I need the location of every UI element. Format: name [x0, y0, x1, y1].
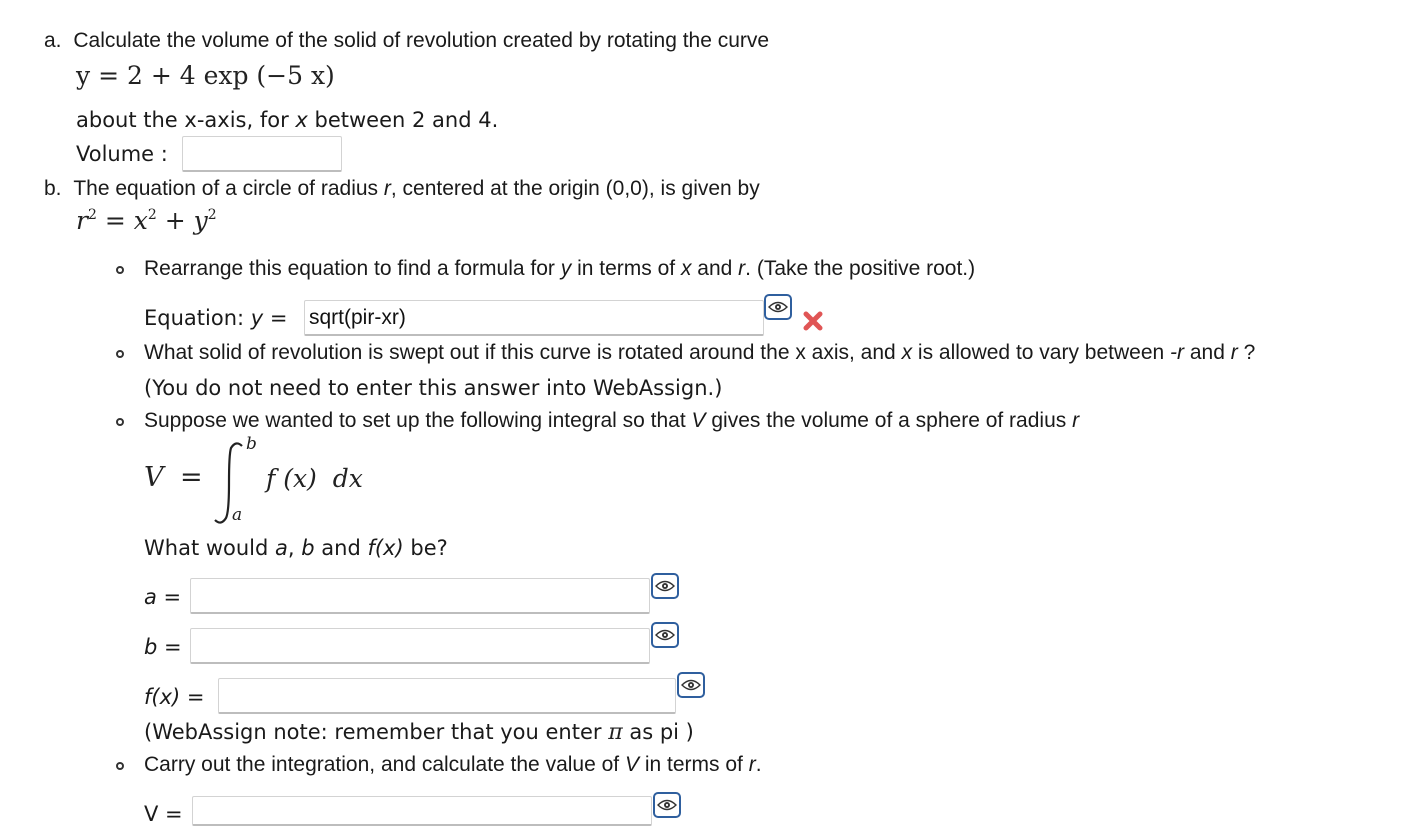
part-a-about: about the x-axis, for x between 2 and 4.	[76, 108, 499, 132]
a-input[interactable]	[190, 578, 650, 614]
bullet2-note: (You do not need to enter this answer into WebAssign.)	[144, 376, 723, 400]
part-b-intro: b. The equation of a circle of radius r, centered at the origin (0,0), is given by	[44, 177, 760, 200]
pi-note: (WebAssign note: remember that you enter π as pi )	[144, 720, 694, 745]
integral-equals: =	[180, 462, 203, 493]
eye-preview-icon	[681, 678, 701, 692]
preview-button[interactable]	[651, 573, 679, 599]
a-label: a =	[144, 585, 182, 609]
f-input[interactable]	[218, 678, 676, 714]
volume-label: Volume :	[76, 142, 168, 166]
part-a-prompt: a. Calculate the volume of the solid of revolution created by rotating the curve	[44, 29, 770, 52]
b-input[interactable]	[190, 628, 650, 664]
equation-input[interactable]: sqrt(pir-xr)	[304, 300, 764, 336]
preview-button[interactable]	[651, 622, 679, 648]
b-label: b =	[144, 635, 182, 659]
part-a-equation: y = 2 + 4 exp (−5 x)	[76, 61, 335, 90]
eye-preview-icon	[768, 300, 788, 314]
red-x-icon	[802, 310, 824, 332]
circle-equation: $r^2 = x^2 + y^2$	[76, 206, 217, 235]
preview-button[interactable]	[764, 294, 792, 320]
v-label: V =	[144, 802, 183, 826]
preview-button[interactable]	[677, 672, 705, 698]
integral-lhs: V	[144, 462, 164, 493]
equation-label: Equation: y =	[144, 306, 288, 330]
integral-question: What would a, b and f(x) be?	[144, 536, 448, 560]
preview-button[interactable]	[653, 792, 681, 818]
bullet-marker	[116, 266, 124, 274]
bullet-marker	[116, 350, 124, 358]
bullet3-text: Suppose we wanted to set up the following integral so that V gives the volume of a sphere of radius r	[144, 409, 1080, 432]
f-label: f(x) =	[144, 685, 205, 709]
v-input[interactable]	[192, 796, 652, 826]
eye-preview-icon	[655, 579, 675, 593]
eye-preview-icon	[657, 798, 677, 812]
volume-input[interactable]	[182, 136, 342, 172]
bullet-marker	[116, 418, 124, 426]
integrand: f (x) dx	[266, 464, 363, 493]
integral-upper: b	[246, 434, 257, 454]
eye-preview-icon	[655, 628, 675, 642]
bullet-marker	[116, 762, 124, 770]
bullet1-text: Rearrange this equation to find a formula for y in terms of x and r. (Take the positive root.)	[144, 257, 976, 280]
bullet2-text: What solid of revolution is swept out if this curve is rotated around the x axis, and x is allowed to vary between -r and r ?	[144, 341, 1256, 364]
integral-lower: a	[232, 505, 243, 525]
bullet4-text: Carry out the integration, and calculate the value of V in terms of r.	[144, 753, 762, 776]
